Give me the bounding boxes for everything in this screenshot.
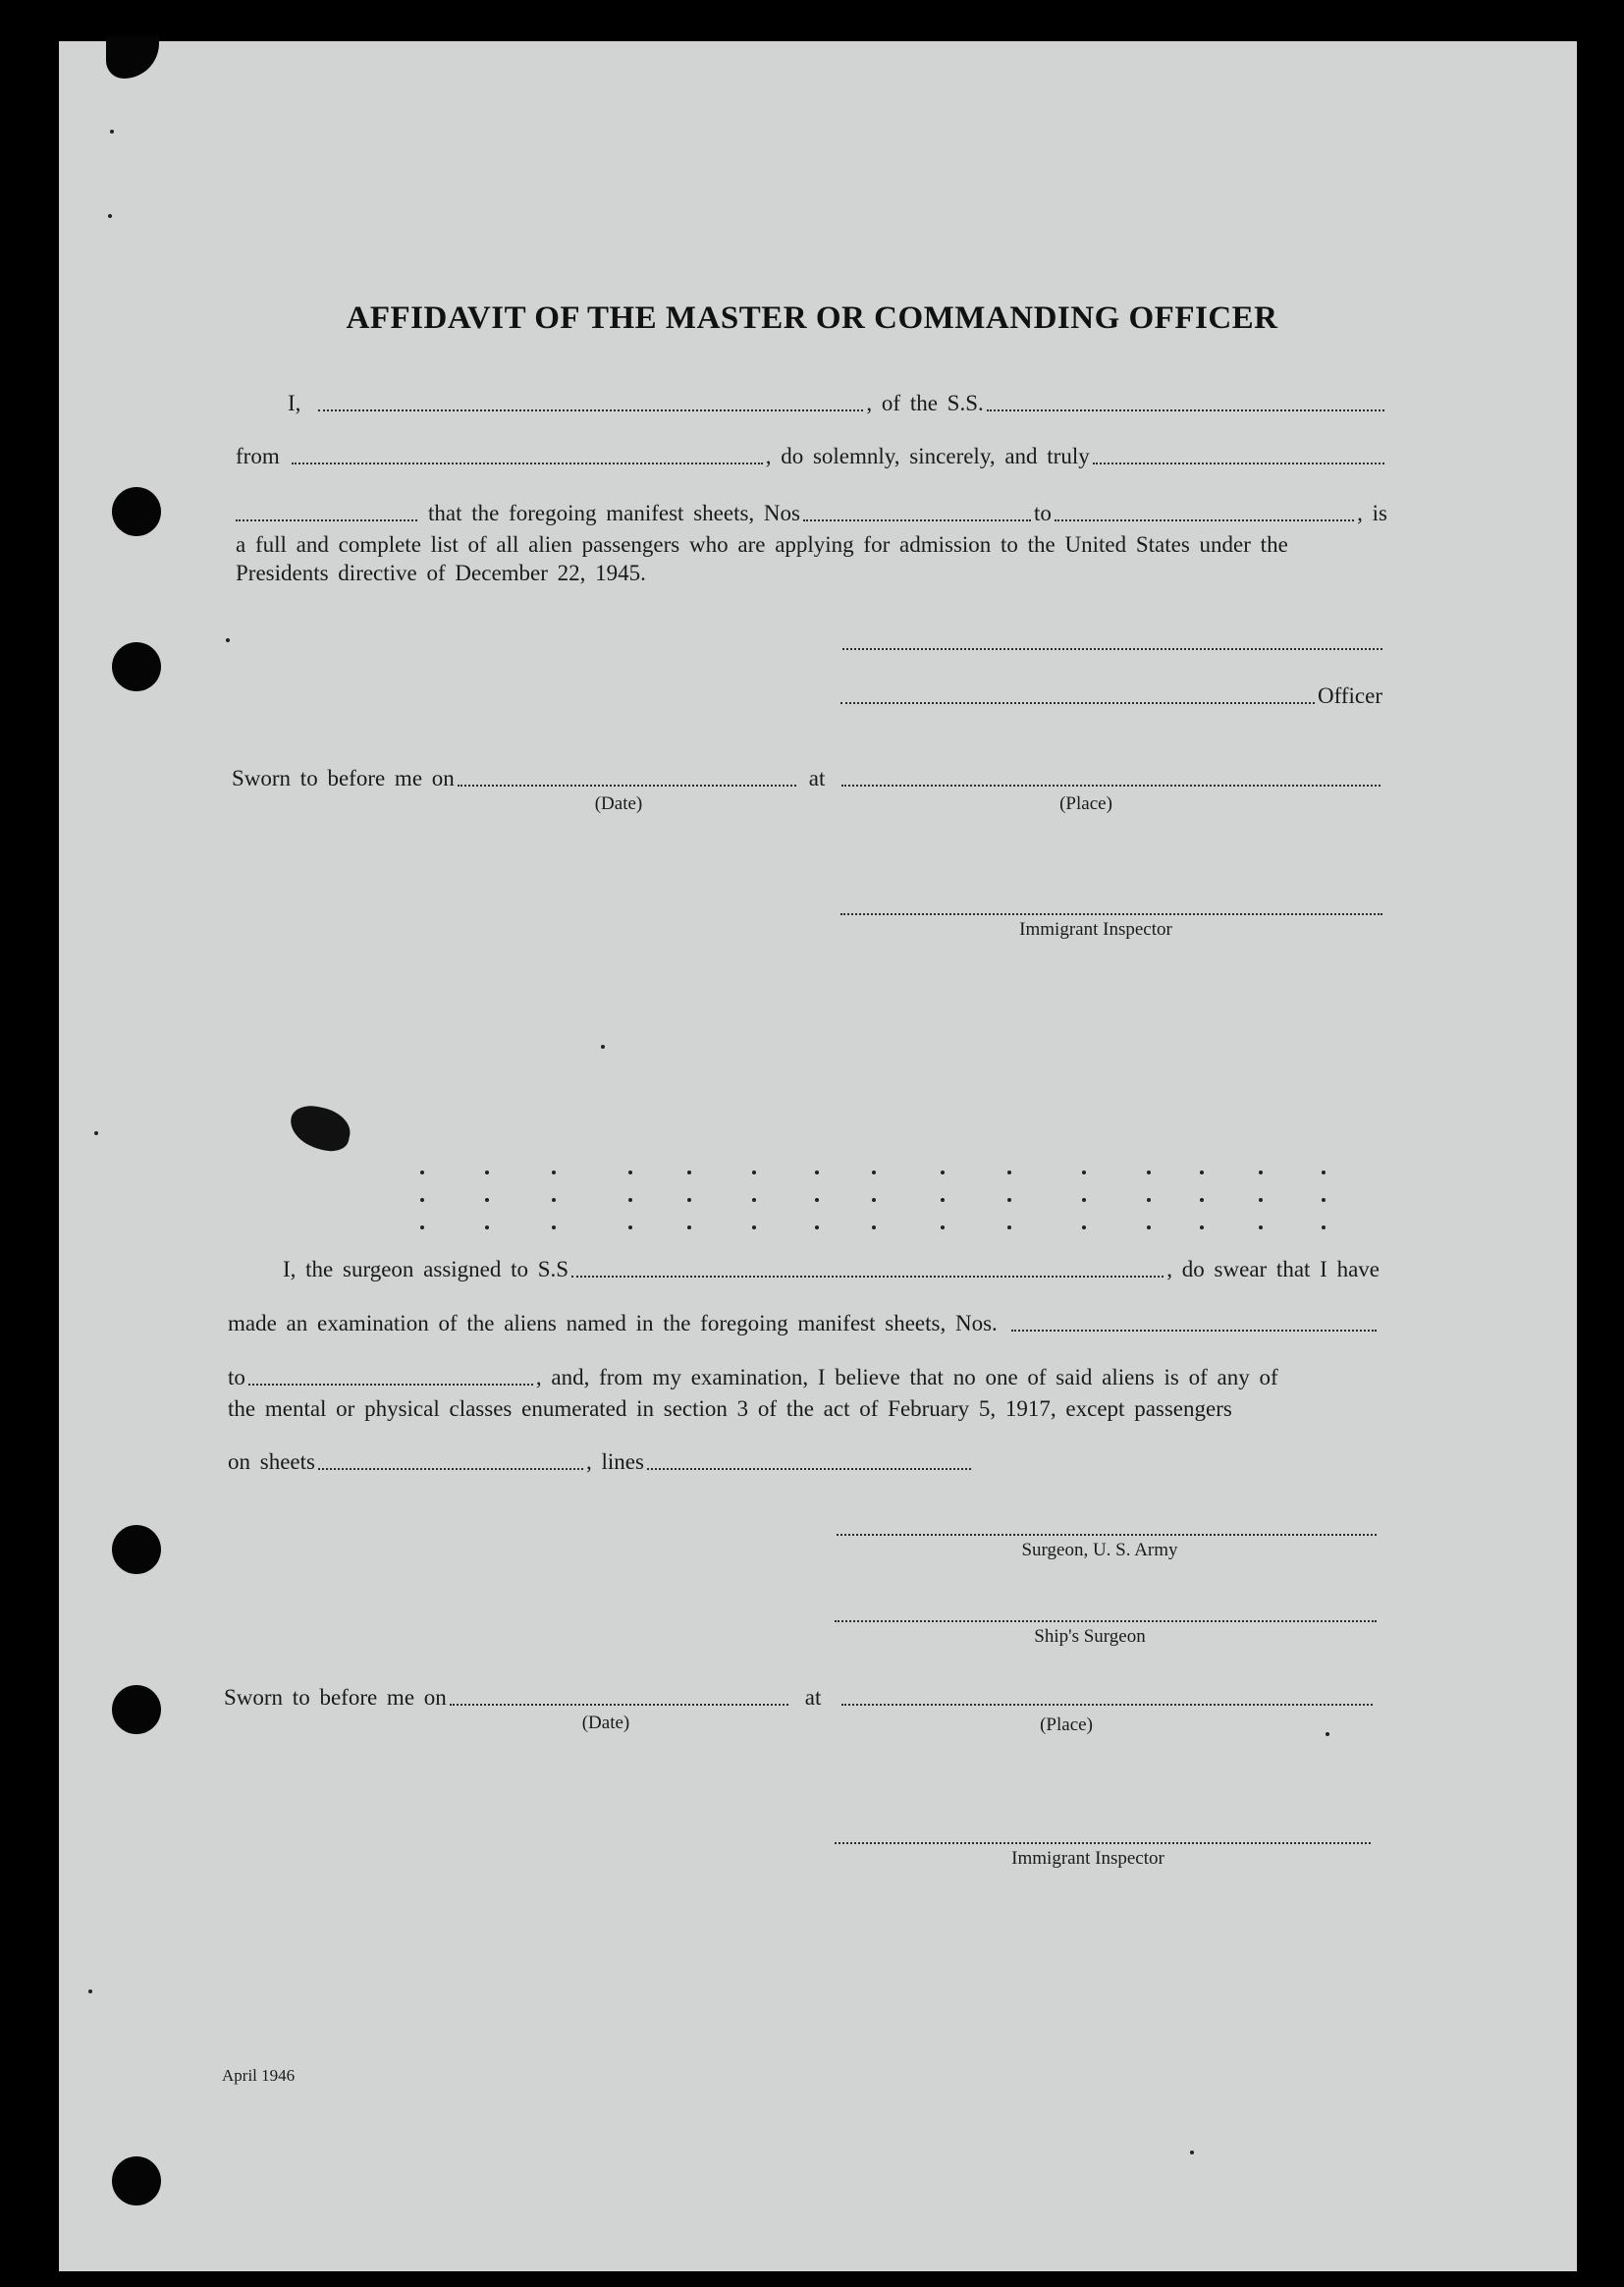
scan-speck [752, 1225, 756, 1229]
form-revision-date: April 1946 [222, 2066, 296, 2085]
scan-speck [1190, 2151, 1194, 2154]
form-title: AFFIDAVIT OF THE MASTER OR COMMANDING OFFICER [346, 300, 1278, 336]
surgeon-date-caption: (Date) [581, 1713, 630, 1733]
scan-speck [1147, 1198, 1151, 1202]
scan-speck [1326, 1732, 1329, 1736]
scan-speck [1322, 1225, 1326, 1229]
officer-line [838, 683, 1382, 709]
master-name-field[interactable] [318, 409, 863, 411]
scan-speck [1200, 1171, 1204, 1174]
scan-speck [687, 1198, 691, 1202]
scan-speck [1147, 1225, 1151, 1229]
scan-speck [941, 1171, 945, 1174]
scan-speck [815, 1171, 819, 1174]
surgeon-assigned-label: I, the surgeon assigned to S.S [283, 1257, 569, 1281]
sworn-place-field[interactable] [841, 785, 1380, 787]
scan-speck [752, 1171, 756, 1174]
scan-speck [628, 1225, 632, 1229]
master-line-1 [288, 391, 1387, 416]
surgeon-line-2 [228, 1311, 1380, 1336]
from-port-field[interactable] [292, 463, 763, 464]
surgeon-place-caption: (Place) [1040, 1715, 1093, 1735]
master-i-label: I, [288, 391, 301, 415]
surgeon-sworn-line [224, 1685, 1376, 1711]
surgeon-sworn-place-field[interactable] [841, 1704, 1373, 1706]
sheets-to-field[interactable] [1055, 519, 1354, 521]
on-sheets-label: on sheets [228, 1449, 315, 1474]
scan-speck [88, 1989, 92, 1993]
ship-surgeon-signature-line[interactable] [835, 1620, 1377, 1622]
scan-speck [485, 1198, 489, 1202]
surgeon-classes-label: the mental or physical classes enumerated in section 3 of the act of February 5, 1917, except passengers [228, 1396, 1232, 1421]
ship-surgeon-caption: Ship's Surgeon [1034, 1626, 1146, 1647]
oath-continuation-field[interactable] [236, 519, 417, 521]
army-surgeon-signature-line[interactable] [837, 1534, 1377, 1536]
scan-speck [1200, 1225, 1204, 1229]
scan-speck [1007, 1171, 1011, 1174]
inspector-signature-line[interactable] [840, 913, 1382, 915]
inspector-caption: Immigrant Inspector [1019, 919, 1172, 940]
lines-label: , lines [585, 1449, 644, 1474]
scan-speck [872, 1198, 876, 1202]
is-label: , is [1357, 501, 1387, 525]
scan-speck [94, 1131, 98, 1135]
date-caption: (Date) [594, 793, 643, 814]
scan-speck [485, 1225, 489, 1229]
surgeon-line-3 [228, 1365, 1380, 1390]
scan-speck [420, 1171, 424, 1174]
scan-speck [601, 1045, 605, 1049]
army-surgeon-caption: Surgeon, U. S. Army [1021, 1540, 1178, 1560]
master-signature-line[interactable] [842, 648, 1382, 650]
foregoing-label: that the foregoing manifest sheets, Nos [428, 501, 800, 525]
scan-speck [815, 1198, 819, 1202]
officer-signature-field[interactable] [840, 702, 1315, 704]
surgeon-to-label: to [228, 1365, 245, 1389]
scan-speck [1082, 1171, 1086, 1174]
punch-hole [112, 1525, 161, 1574]
solemnly-label: , do solemnly, sincerely, and truly [765, 444, 1090, 468]
surgeon-line-1 [283, 1257, 1380, 1282]
punch-hole [112, 642, 161, 691]
scan-speck [815, 1225, 819, 1229]
scan-speck [1082, 1225, 1086, 1229]
scan-speck [552, 1198, 556, 1202]
surgeon-ship-field[interactable] [571, 1276, 1164, 1278]
scan-speck [687, 1171, 691, 1174]
surgeon-inspector-caption: Immigrant Inspector [1011, 1848, 1164, 1869]
oath-form-field[interactable] [1093, 463, 1384, 464]
master-line-2 [236, 444, 1387, 469]
of-ss-label: , of the S.S. [866, 391, 984, 415]
scan-speck [1322, 1171, 1326, 1174]
scan-speck [941, 1198, 945, 1202]
surgeon-belief-label: , and, from my examination, I believe that no one of said aliens is of any of [535, 1365, 1278, 1389]
place-caption: (Place) [1059, 793, 1112, 814]
scan-speck [1007, 1198, 1011, 1202]
swear-label: , do swear that I have [1166, 1257, 1380, 1281]
master-sworn-line [232, 766, 1383, 791]
master-line-3 [236, 501, 1387, 526]
surgeon-inspector-signature-line[interactable] [835, 1842, 1371, 1844]
scan-speck [628, 1171, 632, 1174]
scan-speck [1082, 1198, 1086, 1202]
scan-speck [872, 1225, 876, 1229]
scan-speck [1147, 1171, 1151, 1174]
at-label: at [808, 766, 826, 790]
scan-speck [752, 1198, 756, 1202]
ship-name-field[interactable] [987, 409, 1384, 411]
scan-speck [628, 1198, 632, 1202]
sworn-date-field[interactable] [458, 785, 796, 787]
scan-speck [552, 1225, 556, 1229]
scan-speck [552, 1171, 556, 1174]
scan-speck [1259, 1198, 1263, 1202]
surgeon-line-4 [228, 1396, 1380, 1422]
scan-speck [1007, 1225, 1011, 1229]
surgeon-at-label: at [804, 1685, 822, 1710]
surgeon-sworn-label: Sworn to before me on [224, 1685, 447, 1710]
from-label: from [236, 444, 280, 468]
scan-speck [1259, 1171, 1263, 1174]
punch-hole [112, 2156, 161, 2205]
surgeon-line-5 [228, 1449, 974, 1475]
scan-speck [110, 130, 114, 134]
scan-speck [1259, 1225, 1263, 1229]
sheets-from-field[interactable] [803, 519, 1031, 521]
scan-speck [1322, 1198, 1326, 1202]
form-page [59, 41, 1577, 2271]
punch-hole [112, 1685, 161, 1734]
master-statement: a full and complete list of all alien passengers who are applying for admission to the United States under the Presidents directive of December 22, 1945. [236, 532, 1288, 585]
sworn-label: Sworn to before me on [232, 766, 455, 790]
except-sheets-field[interactable] [318, 1468, 583, 1470]
scan-speck [872, 1171, 876, 1174]
officer-label: Officer [1318, 683, 1382, 708]
scan-speck [420, 1225, 424, 1229]
punch-hole [112, 487, 161, 536]
scan-speck [687, 1225, 691, 1229]
scan-speck [1200, 1198, 1204, 1202]
to-label: to [1033, 501, 1052, 525]
scan-speck [941, 1225, 945, 1229]
except-lines-field[interactable] [647, 1468, 971, 1470]
examination-label: made an examination of the aliens named in the foregoing manifest sheets, Nos. [228, 1311, 998, 1335]
surgeon-sheets-from-field[interactable] [1011, 1330, 1377, 1332]
scan-speck [420, 1198, 424, 1202]
surgeon-sheets-to-field[interactable] [248, 1384, 533, 1386]
scan-speck [226, 638, 230, 642]
surgeon-sworn-date-field[interactable] [450, 1704, 788, 1706]
scan-speck [108, 214, 112, 218]
scan-speck [485, 1171, 489, 1174]
